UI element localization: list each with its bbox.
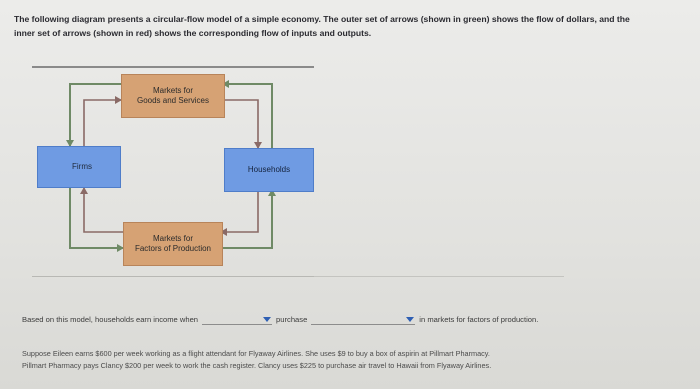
dropdown-1-caret-icon[interactable] xyxy=(263,317,271,322)
outer-arrow-households-to-goods xyxy=(223,84,272,148)
diagram-top-rule xyxy=(32,66,314,68)
firms-box xyxy=(37,146,121,188)
firms-label: Firms xyxy=(72,162,92,171)
inner-arrow-goods-to-households xyxy=(223,100,258,148)
scenario-line-2: Pillmart Pharmacy pays Clancy $200 per week to work the cash register. Clancy uses $225 to purchase air travel to Hawaii from Flyaway Airlines. xyxy=(22,361,492,370)
inner-arrow-households-to-factors xyxy=(221,190,258,232)
outer-arrow-firms-to-factors xyxy=(70,188,123,248)
answer-dropdown-2[interactable] xyxy=(311,314,415,325)
question-middle: purchase xyxy=(276,315,308,324)
factor-market-label-2: Factors of Production xyxy=(134,244,212,253)
goods-market-label-2: Goods and Services xyxy=(136,96,210,105)
intro-line-2: inner set of arrows (shown in red) shows the corresponding flow of inputs and outputs. xyxy=(14,28,372,38)
inner-arrow-factors-to-firms xyxy=(84,188,123,232)
households-label: Households xyxy=(247,165,291,174)
scenario-line-1: Suppose Eileen earns $600 per week working as a flight attendant for Flyaway Airlines. She uses $9 to buy a box of aspirin at Pillmart Pharmacy. xyxy=(22,349,490,358)
households-box xyxy=(224,148,314,192)
factor-market-label-1: Markets for xyxy=(152,234,193,243)
inner-arrow-firms-to-goods xyxy=(84,100,121,146)
factor-market-box xyxy=(123,222,223,266)
diagram-bottom-rule-right xyxy=(314,276,564,277)
intro-line-1: The following diagram presents a circular-flow model of a simple economy. The outer set of arrows (shown in green) shows the flow of dollars, and the xyxy=(14,14,630,24)
question-prefix: Based on this model, households earn income when xyxy=(22,315,199,324)
diagram-bottom-rule xyxy=(32,276,314,277)
scenario-text xyxy=(22,348,662,372)
intro-text xyxy=(14,12,674,40)
fill-in-question xyxy=(22,314,538,325)
answer-dropdown-1[interactable] xyxy=(202,314,272,325)
arrowhead-into-firms-inner xyxy=(80,187,88,194)
outer-arrow-goods-to-firms xyxy=(70,84,121,146)
dropdown-2-caret-icon[interactable] xyxy=(406,317,414,322)
goods-market-label-1: Markets for xyxy=(152,86,193,95)
outer-arrow-factors-to-households xyxy=(221,190,272,248)
question-suffix: in markets for factors of production. xyxy=(419,315,539,324)
goods-market-box xyxy=(121,74,225,118)
